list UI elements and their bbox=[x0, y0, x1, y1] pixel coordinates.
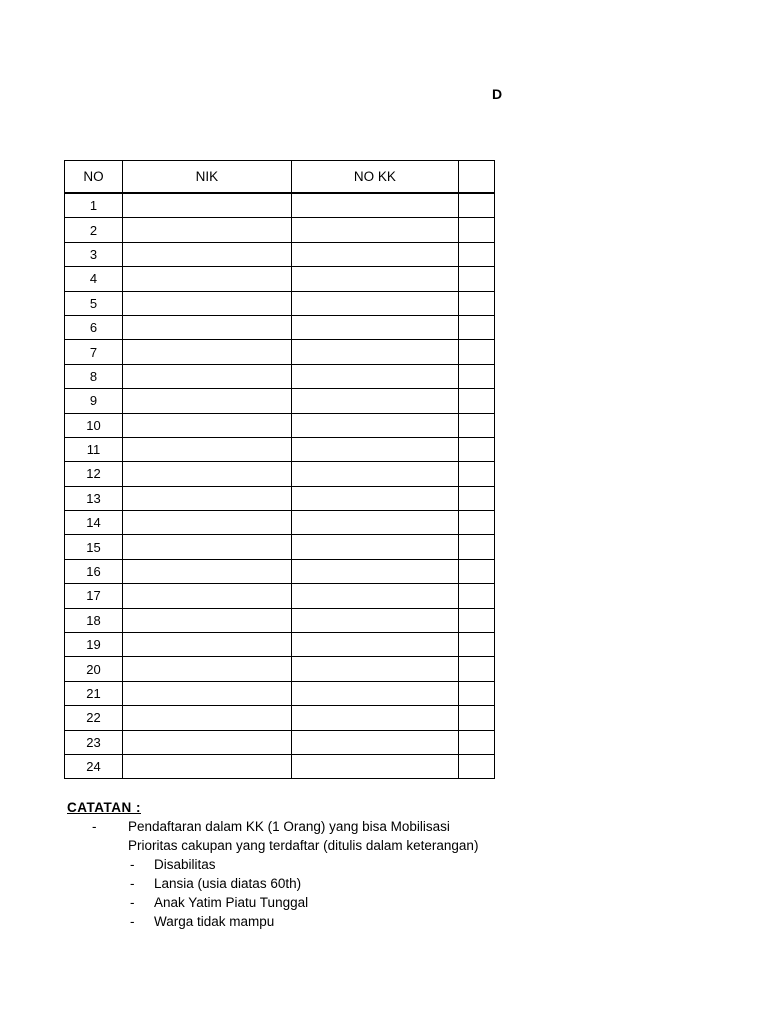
table-row bbox=[65, 559, 495, 583]
no-kk-cell[interactable] bbox=[291, 486, 458, 510]
no-kk-cell[interactable] bbox=[291, 657, 458, 681]
extra-cell[interactable] bbox=[458, 462, 494, 486]
note-text: Pendaftaran dalam KK (1 Orang) yang bisa Mobilisasi bbox=[128, 819, 450, 834]
nik-cell[interactable] bbox=[122, 657, 291, 681]
header-extra bbox=[458, 161, 494, 194]
extra-cell[interactable] bbox=[458, 413, 494, 437]
nik-cell[interactable] bbox=[122, 633, 291, 657]
extra-cell[interactable] bbox=[458, 486, 494, 510]
table-row bbox=[65, 291, 495, 315]
extra-cell[interactable] bbox=[458, 535, 494, 559]
nik-cell[interactable] bbox=[122, 340, 291, 364]
note-subitem bbox=[67, 893, 309, 912]
table-row bbox=[65, 584, 495, 608]
row-number: 16 bbox=[65, 559, 123, 583]
header-nik: NIK bbox=[122, 161, 291, 194]
row-number: 18 bbox=[65, 608, 123, 632]
no-kk-cell[interactable] bbox=[291, 218, 458, 242]
nik-cell[interactable] bbox=[122, 608, 291, 632]
table-row bbox=[65, 633, 495, 657]
nik-cell[interactable] bbox=[122, 584, 291, 608]
table-body bbox=[65, 193, 495, 779]
row-number: 22 bbox=[65, 706, 123, 730]
extra-cell[interactable] bbox=[458, 608, 494, 632]
no-kk-cell[interactable] bbox=[291, 437, 458, 461]
row-number: 20 bbox=[65, 657, 123, 681]
extra-cell[interactable] bbox=[458, 340, 494, 364]
notes-section bbox=[67, 798, 479, 931]
no-kk-cell[interactable] bbox=[291, 681, 458, 705]
row-number: 17 bbox=[65, 584, 123, 608]
subitem-text: Disabilitas bbox=[154, 857, 216, 872]
registration-table bbox=[64, 160, 495, 779]
nik-cell[interactable] bbox=[122, 486, 291, 510]
nik-cell[interactable] bbox=[122, 389, 291, 413]
table-row bbox=[65, 462, 495, 486]
nik-cell[interactable] bbox=[122, 559, 291, 583]
no-kk-cell[interactable] bbox=[291, 730, 458, 754]
table-row bbox=[65, 267, 495, 291]
extra-cell[interactable] bbox=[458, 242, 494, 266]
row-number: 4 bbox=[65, 267, 123, 291]
table-row bbox=[65, 340, 495, 364]
row-number: 15 bbox=[65, 535, 123, 559]
extra-cell[interactable] bbox=[458, 633, 494, 657]
table-row bbox=[65, 511, 495, 535]
no-kk-cell[interactable] bbox=[291, 511, 458, 535]
row-number: 6 bbox=[65, 315, 123, 339]
table-row bbox=[65, 657, 495, 681]
extra-cell[interactable] bbox=[458, 584, 494, 608]
extra-cell[interactable] bbox=[458, 511, 494, 535]
note-subitem bbox=[67, 855, 216, 874]
row-number: 21 bbox=[65, 681, 123, 705]
subitem-dash: - bbox=[130, 876, 135, 891]
note-subitem bbox=[67, 912, 275, 931]
nik-cell[interactable] bbox=[122, 706, 291, 730]
no-kk-cell[interactable] bbox=[291, 535, 458, 559]
no-kk-cell[interactable] bbox=[291, 559, 458, 583]
extra-cell[interactable] bbox=[458, 364, 494, 388]
subitem-dash: - bbox=[130, 857, 135, 872]
subitem-text: Anak Yatim Piatu Tunggal bbox=[154, 895, 309, 910]
nik-cell[interactable] bbox=[122, 462, 291, 486]
nik-cell[interactable] bbox=[122, 730, 291, 754]
nik-cell[interactable] bbox=[122, 291, 291, 315]
subitem-dash: - bbox=[130, 895, 135, 910]
no-kk-cell[interactable] bbox=[291, 633, 458, 657]
row-number: 7 bbox=[65, 340, 123, 364]
note-item bbox=[67, 817, 450, 836]
extra-cell[interactable] bbox=[458, 657, 494, 681]
table-row bbox=[65, 754, 495, 778]
table-row bbox=[65, 193, 495, 218]
no-kk-cell[interactable] bbox=[291, 754, 458, 778]
table-row bbox=[65, 218, 495, 242]
row-number: 5 bbox=[65, 291, 123, 315]
no-kk-cell[interactable] bbox=[291, 242, 458, 266]
row-number: 2 bbox=[65, 218, 123, 242]
table-row bbox=[65, 242, 495, 266]
table-row bbox=[65, 364, 495, 388]
nik-cell[interactable] bbox=[122, 242, 291, 266]
nik-cell[interactable] bbox=[122, 535, 291, 559]
note-dash: - bbox=[92, 819, 97, 834]
no-kk-cell[interactable] bbox=[291, 340, 458, 364]
no-kk-cell[interactable] bbox=[291, 413, 458, 437]
no-kk-cell[interactable] bbox=[291, 315, 458, 339]
extra-cell[interactable] bbox=[458, 291, 494, 315]
table-row bbox=[65, 535, 495, 559]
header-no: NO bbox=[65, 161, 123, 194]
row-number: 13 bbox=[65, 486, 123, 510]
note-item bbox=[67, 836, 479, 855]
table-row bbox=[65, 413, 495, 437]
extra-cell[interactable] bbox=[458, 389, 494, 413]
extra-cell[interactable] bbox=[458, 315, 494, 339]
nik-cell[interactable] bbox=[122, 267, 291, 291]
table-row bbox=[65, 315, 495, 339]
note-subitem bbox=[67, 874, 302, 893]
nik-cell[interactable] bbox=[122, 364, 291, 388]
header-no-kk: NO KK bbox=[291, 161, 458, 194]
nik-cell[interactable] bbox=[122, 511, 291, 535]
extra-cell[interactable] bbox=[458, 681, 494, 705]
extra-cell[interactable] bbox=[458, 559, 494, 583]
no-kk-cell[interactable] bbox=[291, 389, 458, 413]
extra-cell[interactable] bbox=[458, 267, 494, 291]
row-number: 11 bbox=[65, 437, 123, 461]
no-kk-cell[interactable] bbox=[291, 608, 458, 632]
table-row bbox=[65, 706, 495, 730]
row-number: 1 bbox=[65, 193, 123, 218]
subitem-text: Warga tidak mampu bbox=[154, 914, 275, 929]
subitem-dash: - bbox=[130, 914, 135, 929]
no-kk-cell[interactable] bbox=[291, 267, 458, 291]
table-row bbox=[65, 437, 495, 461]
extra-cell[interactable] bbox=[458, 706, 494, 730]
row-number: 24 bbox=[65, 754, 123, 778]
row-number: 10 bbox=[65, 413, 123, 437]
table-row bbox=[65, 681, 495, 705]
no-kk-cell[interactable] bbox=[291, 462, 458, 486]
document-title: D bbox=[492, 86, 503, 102]
no-kk-cell[interactable] bbox=[291, 584, 458, 608]
extra-cell[interactable] bbox=[458, 730, 494, 754]
nik-cell[interactable] bbox=[122, 315, 291, 339]
extra-cell[interactable] bbox=[458, 754, 494, 778]
table-row bbox=[65, 486, 495, 510]
row-number: 8 bbox=[65, 364, 123, 388]
table-row bbox=[65, 608, 495, 632]
table-row bbox=[65, 389, 495, 413]
table-row bbox=[65, 730, 495, 754]
notes-heading: CATATAN : bbox=[67, 800, 141, 815]
nik-cell[interactable] bbox=[122, 413, 291, 437]
extra-cell[interactable] bbox=[458, 437, 494, 461]
nik-cell[interactable] bbox=[122, 681, 291, 705]
no-kk-cell[interactable] bbox=[291, 193, 458, 218]
no-kk-cell[interactable] bbox=[291, 706, 458, 730]
row-number: 3 bbox=[65, 242, 123, 266]
extra-cell[interactable] bbox=[458, 193, 494, 218]
no-kk-cell[interactable] bbox=[291, 364, 458, 388]
nik-cell[interactable] bbox=[122, 754, 291, 778]
nik-cell[interactable] bbox=[122, 193, 291, 218]
row-number: 9 bbox=[65, 389, 123, 413]
row-number: 14 bbox=[65, 511, 123, 535]
row-number: 12 bbox=[65, 462, 123, 486]
table-header-row bbox=[65, 161, 495, 194]
no-kk-cell[interactable] bbox=[291, 291, 458, 315]
nik-cell[interactable] bbox=[122, 218, 291, 242]
subitem-text: Lansia (usia diatas 60th) bbox=[154, 876, 302, 891]
row-number: 19 bbox=[65, 633, 123, 657]
extra-cell[interactable] bbox=[458, 218, 494, 242]
nik-cell[interactable] bbox=[122, 437, 291, 461]
row-number: 23 bbox=[65, 730, 123, 754]
note-text: Prioritas cakupan yang terdaftar (ditulis dalam keterangan) bbox=[128, 838, 479, 853]
